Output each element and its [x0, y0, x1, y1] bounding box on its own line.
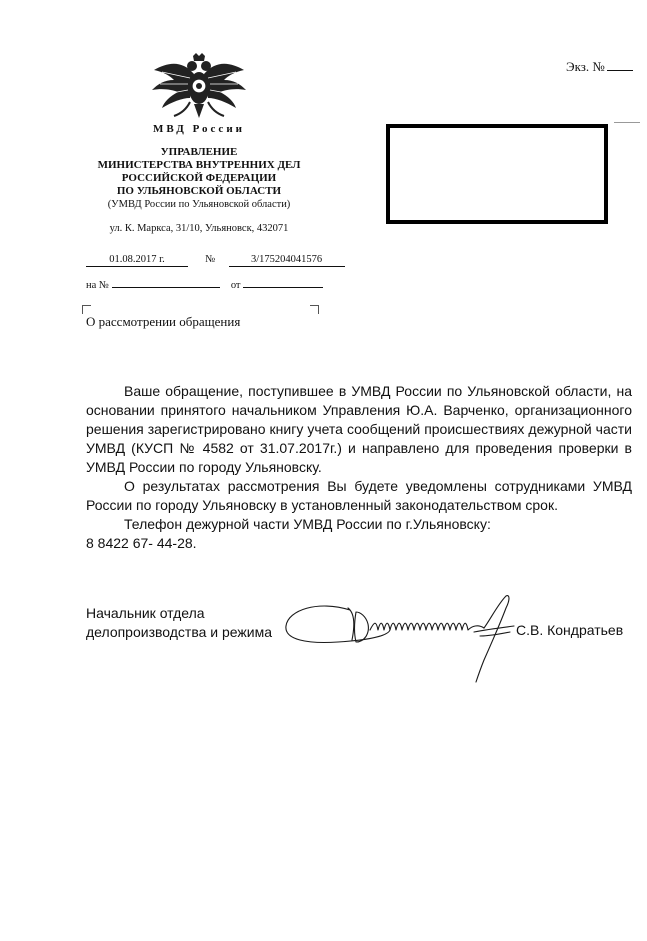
letter-date: 01.08.2017 г.: [86, 253, 188, 267]
to-number-blank: [112, 274, 220, 288]
body-paragraph: О результатах рассмотрения Вы будете уведомлены сотрудниками УМВД России по городу Ульяновску в установленный законодательством срок.: [86, 478, 632, 513]
ministry-short-name: МВД России: [152, 123, 245, 135]
org-line: МИНИСТЕРСТВА ВНУТРЕННИХ ДЕЛ: [97, 159, 301, 171]
incoming-reference: [86, 274, 323, 291]
organization-address: ул. К. Маркса, 31/10, Ульяновск, 432071: [109, 223, 289, 234]
from-date-blank: [243, 274, 323, 288]
copy-number: [566, 58, 633, 75]
subject-bracket-left: [82, 305, 91, 314]
letter-body: [86, 382, 632, 553]
outgoing-reference: [86, 253, 345, 267]
signatory-position: [86, 604, 272, 642]
org-line: РОССИЙСКОЙ ФЕДЕРАЦИИ: [121, 172, 277, 184]
to-number-label: на №: [86, 280, 109, 291]
position-line: Начальник отдела: [86, 605, 205, 621]
copy-number-blank: [607, 58, 633, 71]
addressee-box-redacted: [386, 124, 608, 224]
organization-short-name: (УМВД России по Ульяновской области): [107, 199, 291, 210]
phone-number: 8 8422 67- 44-28.: [86, 535, 197, 551]
copy-number-label: Экз. №: [566, 59, 605, 74]
body-paragraph: Телефон дежурной части УМВД России по г.Ульяновску:: [124, 516, 491, 532]
from-label: от: [230, 280, 241, 291]
subject-bracket-right: [310, 305, 319, 314]
number-label: №: [205, 254, 216, 265]
handwritten-signature: [278, 590, 528, 690]
body-paragraph: Ваше обращение, поступившее в УМВД России по Ульяновской области, на основании принятого начальником Управления Ю.А. Варченко, организационного решения зарегистрировано книгу учета сообщений происшествиях дежурной части УМВД (КУСП № 4582 от 31.07.2017г.) и направлено для проведения проверки в УМВД России по городу Ульяновску.: [86, 383, 632, 475]
org-line: ПО УЛЬЯНОВСКОЙ ОБЛАСТИ: [116, 185, 282, 197]
corner-mark: [614, 122, 640, 123]
signatory-name: С.В. Кондратьев: [516, 622, 624, 638]
organization-name: [80, 146, 318, 198]
letter-subject: О рассмотрении обращения: [86, 314, 241, 329]
position-line: делопроизводства и режима: [86, 624, 273, 640]
org-line: УПРАВЛЕНИЕ: [160, 146, 238, 158]
eagle-emblem-icon: [150, 52, 248, 122]
letter-number: 3/175204041576: [229, 253, 345, 267]
